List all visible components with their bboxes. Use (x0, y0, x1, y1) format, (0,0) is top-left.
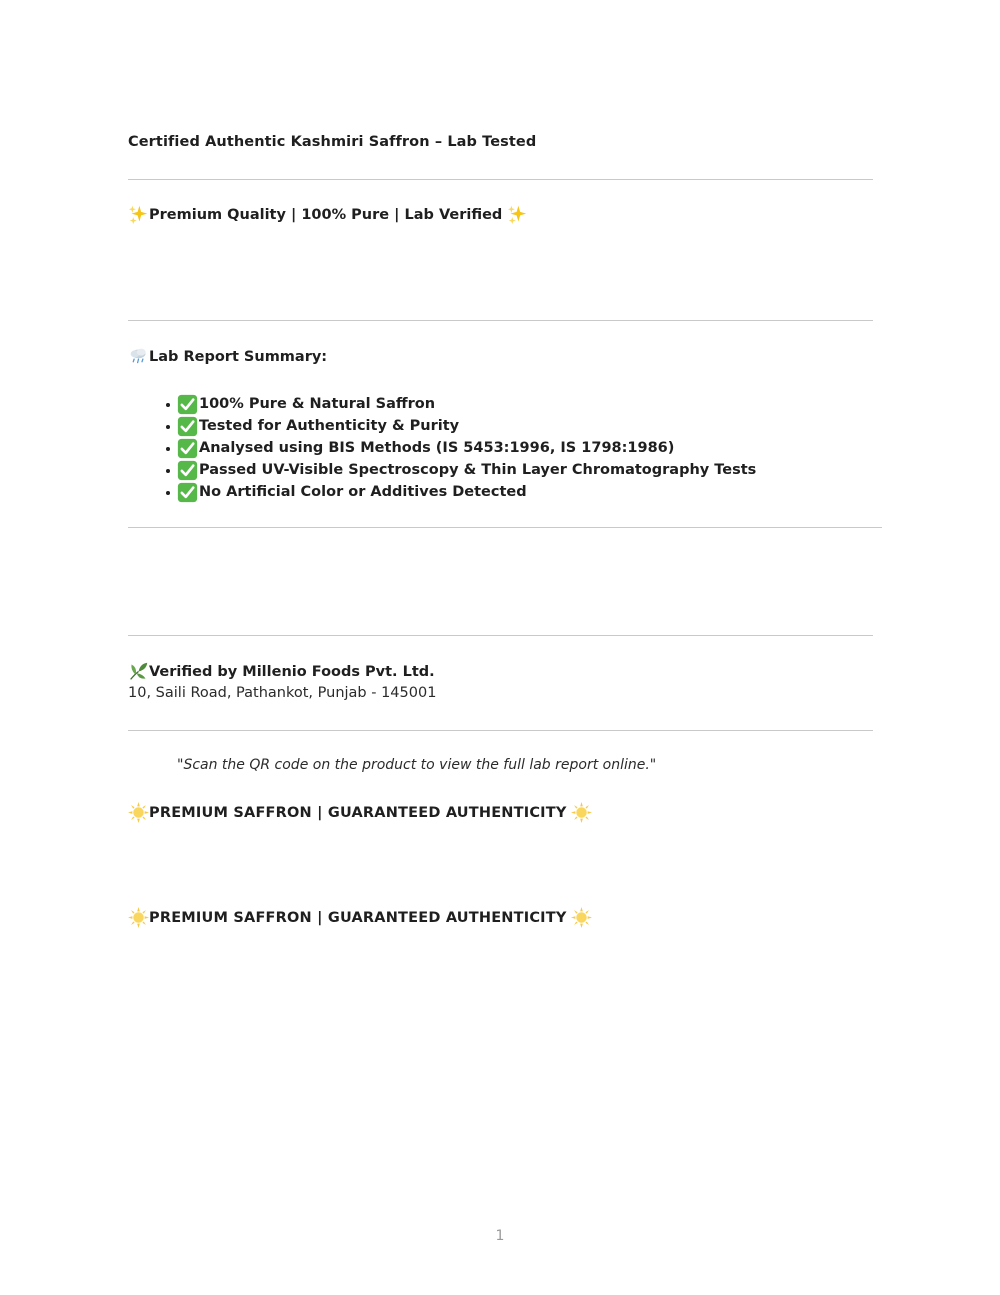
list-item (166, 415, 756, 437)
list-item-text: Analysed using BIS Methods (IS 5453:1996, IS 1798:1986) (199, 440, 675, 456)
sparkles-icon (128, 204, 149, 225)
bullet-dot (166, 425, 170, 429)
divider (128, 179, 873, 180)
list-item-text: Passed UV-Visible Spectroscopy & Thin Layer Chromatography Tests (199, 462, 757, 478)
sparkles-icon (507, 204, 528, 225)
check-mark-button-icon (177, 416, 198, 437)
company-address: 10, Saili Road, Pathankot, Punjab - 145001 (128, 685, 437, 701)
cloud-rain-icon (128, 346, 149, 367)
banner-text: PREMIUM SAFFRON | GUARANTEED AUTHENTICITY (149, 909, 567, 926)
lab-report-heading (128, 346, 327, 367)
tagline (128, 204, 528, 225)
sun-icon (571, 907, 592, 928)
bullet-dot (166, 447, 170, 451)
authenticity-banner (128, 802, 592, 823)
banner-text: PREMIUM SAFFRON | GUARANTEED AUTHENTICITY (149, 804, 567, 821)
qr-code-note: "Scan the QR code on the product to view the full lab report online." (177, 757, 657, 773)
herb-leaf-icon (128, 661, 149, 682)
list-item-text: 100% Pure & Natural Saffron (199, 396, 436, 412)
list-item (166, 459, 756, 481)
list-item-text: No Artificial Color or Additives Detected (199, 484, 527, 500)
divider (128, 730, 873, 731)
document-title: Certified Authentic Kashmiri Saffron – Lab Tested (128, 134, 537, 150)
authenticity-banner (128, 907, 592, 928)
sun-icon (128, 907, 149, 928)
list-item (166, 481, 756, 503)
lab-report-heading-text: Lab Report Summary: (149, 348, 328, 365)
check-mark-button-icon (177, 460, 198, 481)
verified-by-text: Verified by Millenio Foods Pvt. Ltd. (149, 663, 435, 680)
sun-icon (128, 802, 149, 823)
check-mark-button-icon (177, 394, 198, 415)
list-item-text: Tested for Authenticity & Purity (199, 418, 460, 434)
bullet-dot (166, 403, 170, 407)
list-item (166, 437, 756, 459)
list-item (166, 393, 756, 415)
check-mark-button-icon (177, 482, 198, 503)
check-mark-button-icon (177, 438, 198, 459)
divider (128, 635, 873, 636)
divider (128, 527, 882, 528)
bullet-dot (166, 491, 170, 495)
tagline-text: Premium Quality | 100% Pure | Lab Verified (149, 206, 503, 223)
lab-report-list (166, 393, 756, 503)
sun-icon (571, 802, 592, 823)
page-number: 1 (495, 1228, 505, 1244)
bullet-dot (166, 469, 170, 473)
verified-by (128, 661, 435, 682)
divider (128, 320, 873, 321)
